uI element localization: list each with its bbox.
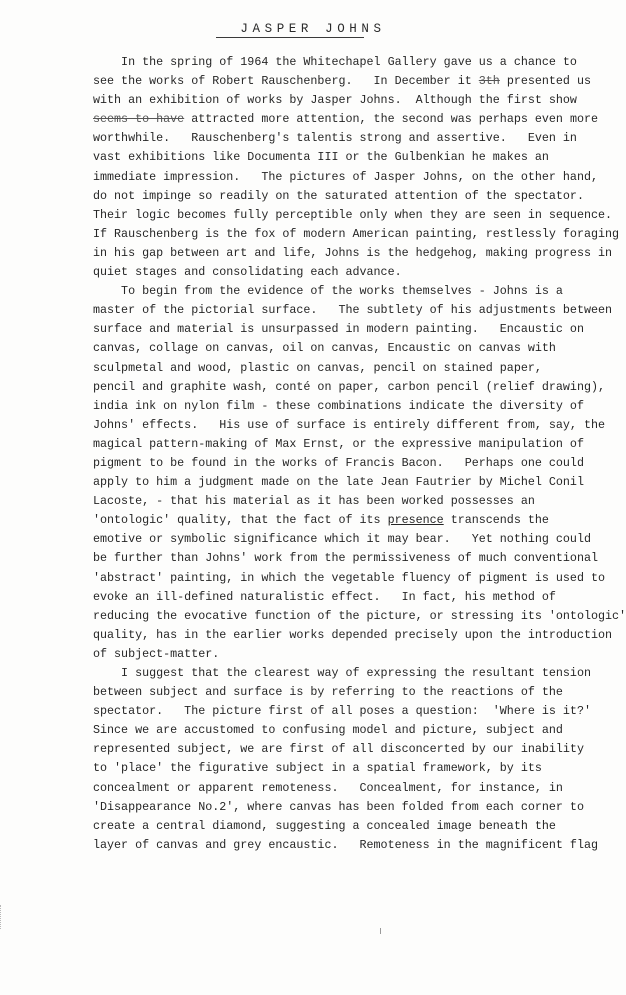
text-line: pigment to be found in the works of Francis Bacon. Perhaps one could [93,455,584,470]
essay-body [93,53,626,855]
text-line: pencil and graphite wash, conté on paper, carbon pencil (relief drawing), [93,379,605,394]
text-line: master of the pictorial surface. The subtlety of his adjustments between [93,303,613,318]
text-line: 'ontologic' quality, that the fact of its presence transcends the [93,513,549,528]
text-line: immediate impression. The pictures of Jasper Johns, on the other hand, [93,169,598,184]
text-line: be further than Johns' work from the permissiveness of much conventional [93,551,598,566]
text-line: emotive or symbolic significance which it may bear. Yet nothing could [93,532,591,547]
text-line: do not impinge so readily on the saturated attention of the spectator. [93,188,584,203]
text-line: Lacoste, - that his material as it has been worked possesses an [93,494,535,509]
text-line: Johns' effects. His use of surface is entirely different from, say, the [93,417,605,432]
struck-out-text: seems to have [93,112,185,127]
text-line: between subject and surface is by referring to the reactions of the [93,685,563,700]
text-line: In the spring of 1964 the Whitechapel Gallery gave us a chance to [93,55,577,69]
page-mark [380,928,381,934]
text-line: Since we are accustomed to confusing model and picture, subject and [93,723,563,738]
text-line: magical pattern-making of Max Ernst, or the expressive manipulation of [93,436,584,451]
text-line: create a central diamond, suggesting a concealed image beneath the [93,818,556,833]
text-line: quiet stages and consolidating each advance. [93,265,402,280]
text-line: quality, has in the earlier works depended precisely upon the introduction [93,627,613,642]
struck-out-text: 3th [478,74,500,89]
text-line: see the works of Robert Rauschenberg. In December it 3th presented us [93,74,591,89]
text-line: layer of canvas and grey encaustic. Remoteness in the magnificent flag [93,837,598,852]
text-line: evoke an ill-defined naturalistic effect. In fact, his method of [93,589,556,604]
text-line: 'Disappearance No.2', where canvas has been folded from each corner to [93,799,584,814]
underlined-text: presence [387,513,444,528]
text-line: If Rauschenberg is the fox of modern American painting, restlessly foraging [93,226,620,241]
title-underline [216,37,364,38]
text-line: concealment or apparent remoteness. Concealment, for instance, in [93,780,563,795]
text-line: seems to have attracted more attention, the second was perhaps even more [93,112,598,127]
text-line: with an exhibition of works by Jasper Johns. Although the first show [93,93,577,108]
text-line: represented subject, we are first of all disconcerted by our inability [93,742,584,757]
text-line: reducing the evocative function of the picture, or stressing its 'ontologic' [93,608,626,623]
text-line: in his gap between art and life, Johns is the hedgehog, making progress in [93,245,613,260]
text-line: to 'place' the figurative subject in a spatial framework, by its [93,761,542,776]
page-title: JASPER JOHNS [240,22,386,36]
page-edge-mark [0,905,17,929]
text-line: vast exhibitions like Documenta III or the Gulbenkian he makes an [93,150,549,165]
text-line: surface and material is unsurpassed in modern painting. Encaustic on [93,322,584,337]
text-line: spectator. The picture first of all poses a question: 'Where is it?' [93,704,591,719]
text-line: india ink on nylon film - these combinations indicate the diversity of [93,398,584,413]
text-line: worthwhile. Rauschenberg's talentis strong and assertive. Even in [93,131,577,146]
text-line: Their logic becomes fully perceptible only when they are seen in sequence. [93,207,613,222]
text-line: apply to him a judgment made on the late Jean Fautrier by Michel Conil [93,475,584,490]
text-line: canvas, collage on canvas, oil on canvas, Encaustic on canvas with [93,341,556,356]
text-line: I suggest that the clearest way of expressing the resultant tension [93,666,591,680]
text-line: 'abstract' painting, in which the vegetable fluency of pigment is used to [93,570,605,585]
text-line: of subject-matter. [93,646,220,661]
text-line: To begin from the evidence of the works themselves - Johns is a [93,284,563,299]
text-line: sculpmetal and wood, plastic on canvas, pencil on stained paper, [93,360,542,375]
